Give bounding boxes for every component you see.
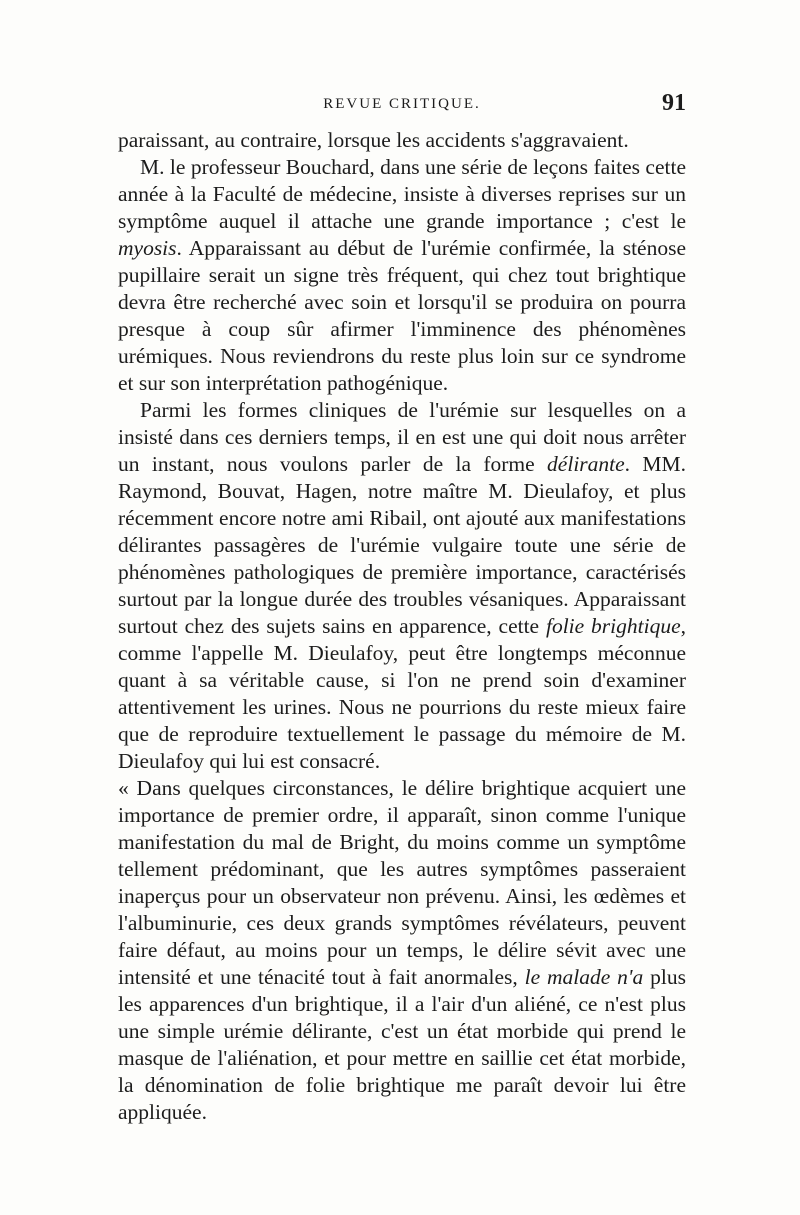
paragraph-3-italic-term-1: délirante: [547, 452, 625, 476]
paragraph-4-italic-phrase: le malade n'a: [524, 965, 644, 989]
paragraph-3-text-a: Parmi les formes cliniques de l'urémie sur lesquelles on a insisté dans ces derniers temps, il en est une qui doit nous arrêter un instant, nous voulons parler de la forme: [118, 398, 686, 476]
page-header: [118, 90, 686, 122]
paragraph-1-text: paraissant, au contraire, lorsque les accidents s'aggravaient.: [118, 128, 629, 152]
paragraph-4-text-a: « Dans quelques circonstances, le délire brightique acquiert une importance de premier ordre, il apparaît, sinon comme l'unique manifestation du mal de Bright, du moins comme un symptôme tellement prédominant, que les autres symptômes passeraient inaperçus pour un observateur non prévenu. Ainsi, les œdèmes et l'albuminurie, ces deux grands symptômes révélateurs, peuvent faire défaut, au moins pour un temps, le délire sévit avec une intensité et une ténacité tout à fait anormales,: [118, 776, 686, 989]
paragraph-3-italic-term-2: folie brightique: [545, 614, 681, 638]
paragraph-3-text-b: . MM. Raymond, Bouvat, Hagen, notre maître M. Dieulafoy, et plus récemment encore notre ami Ribail, ont ajouté aux manifestations délirantes passagères de l'urémie vulgaire toute une série de phénomènes pathologiques de première importance, caractérisés surtout par la longue durée des troubles vésaniques. Apparaissant surtout chez des sujets sains en apparence, cette: [118, 452, 687, 638]
paragraph-1: [118, 127, 686, 154]
paragraph-2-text-b: . Apparaissant au début de l'urémie confirmée, la sténose pupillaire serait un signe très fréquent, qui chez tout brightique devra être recherché avec soin et lorsqu'il se produira on pourra presque à coup sûr afirmer l'imminence des phénomènes urémiques. Nous reviendrons du reste plus loin sur ce syndrome et sur son interprétation pathogénique.: [118, 236, 686, 395]
running-title: REVUE CRITIQUE.: [323, 96, 481, 112]
paragraph-4-text-b: plus les apparences d'un brightique, il a l'air d'un aliéné, ce n'est plus une simple urémie délirante, c'est un état morbide qui prend le masque de l'aliénation, et pour mettre en saillie cet état morbide, la dénomination de folie brightique me paraît devoir lui être appliquée.: [118, 965, 686, 1124]
paragraph-2: [118, 154, 686, 397]
paragraph-3: [118, 397, 686, 775]
paragraph-4-quote: [118, 775, 686, 1126]
paragraph-2-italic-term: myosis: [118, 236, 177, 260]
paragraph-2-text-a: M. le professeur Bouchard, dans une série de leçons faites cette année à la Faculté de médecine, insiste à diverses reprises sur un symptôme auquel il attache une grande importance ; c'est le: [118, 155, 686, 233]
body-text: [118, 127, 686, 1126]
page-number: 91: [662, 90, 686, 116]
paragraph-3-text-c: , comme l'appelle M. Dieulafoy, peut être longtemps méconnue quant à sa véritable cause, si l'on ne prend soin d'examiner attentivement les urines. Nous ne pourrions du reste mieux faire que de reproduire textuellement le passage du mémoire de M. Dieulafoy qui lui est consacré.: [118, 614, 686, 773]
